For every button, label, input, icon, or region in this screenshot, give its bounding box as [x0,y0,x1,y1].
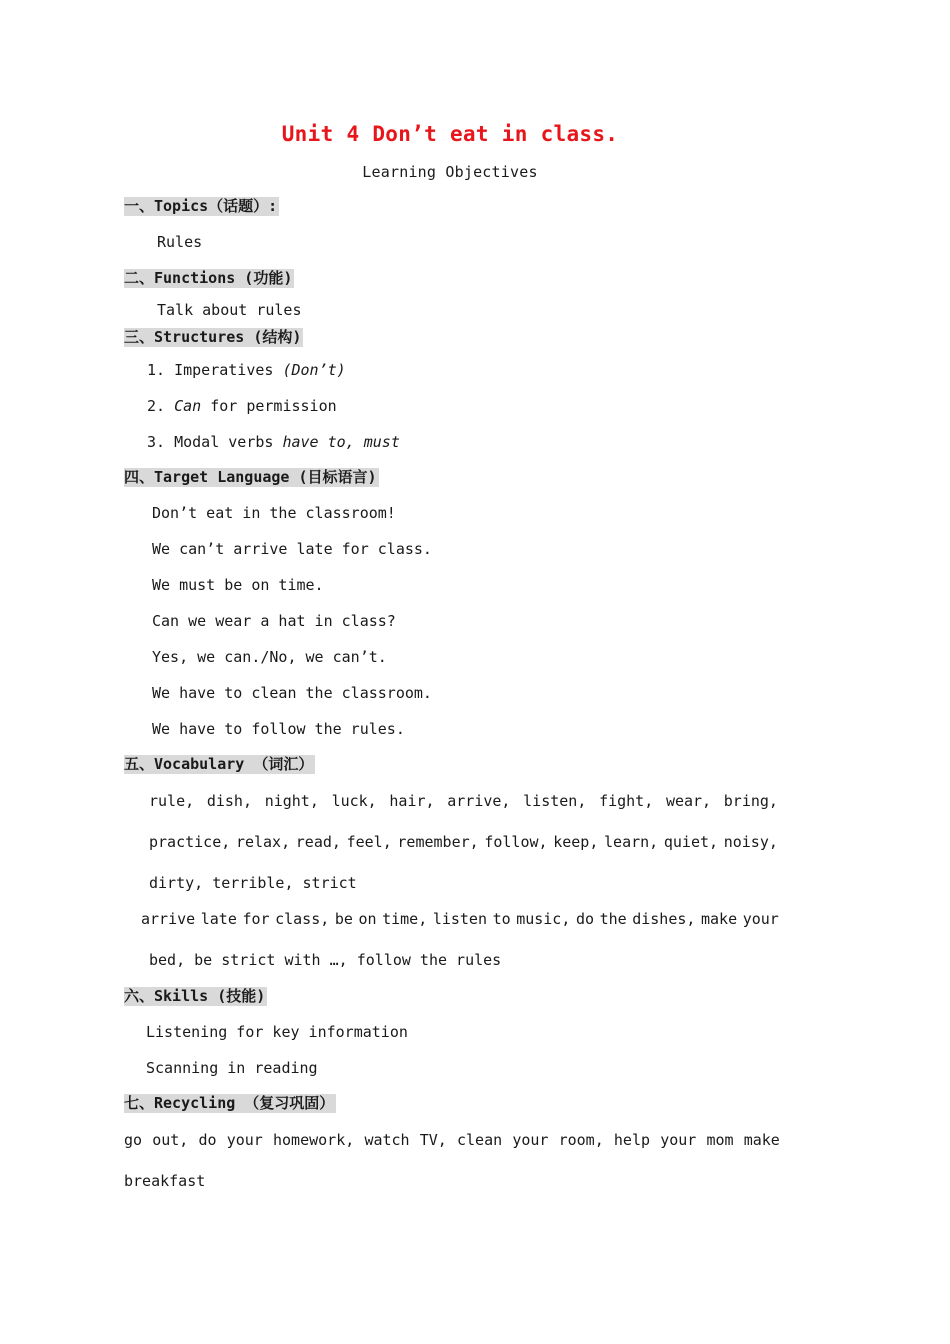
vocab-word: music, [516,910,571,928]
section-heading-structures: 三、Structures (结构) [124,328,302,346]
target-language-sentence: Don’t eat in the classroom! [152,504,396,522]
vocab-word: to [492,910,511,928]
recycling-word: help [613,1131,651,1149]
recycling-word: watch [364,1131,410,1149]
vocab-word: learn, [604,833,659,851]
structure-emphasis: have to, must [282,433,400,451]
vocab-word: feel, [346,833,392,851]
vocab-word: on [358,910,377,928]
vocab-word: be [334,910,353,928]
recycling-word: make [743,1131,780,1149]
target-language-sentence: We have to clean the classroom. [152,684,432,702]
vocab-word: listen, [523,792,587,810]
document-title: Unit 4 Don’t eat in class. [281,122,619,146]
topics-item: Rules [157,233,203,251]
recycling-row-1 [124,1131,780,1150]
vocabulary-row-3: dirty, terrible, strict [149,874,357,892]
section-heading-recycling: 七、Recycling （复习巩固） [124,1094,335,1112]
recycling-row-2: breakfast [124,1172,206,1190]
vocab-word: relax, [235,833,291,851]
section-heading-functions: 二、Functions (功能) [124,269,293,287]
list-number: 2. [147,397,166,415]
vocab-word: time, [382,910,428,928]
section-heading-topics: 一、Topics（话题）: [124,197,278,215]
vocab-word: dishes, [632,910,696,928]
target-language-sentence: Can we wear a hat in class? [152,612,396,630]
vocab-word: the [599,910,627,928]
recycling-word: room, [558,1131,604,1149]
structure-text: Modal verbs [174,433,283,451]
skills-item: Listening for key information [146,1023,408,1041]
structures-item [147,397,337,416]
document-subtitle: Learning Objectives [362,163,538,181]
vocab-word: remember, [397,833,479,851]
structure-text-after: for permission [201,397,337,415]
recycling-word: TV, [419,1131,447,1149]
list-number: 3. [147,433,166,451]
vocabulary-row-1 [149,792,778,811]
recycling-word: your [226,1131,263,1149]
target-language-sentence: We have to follow the rules. [152,720,405,738]
target-language-sentence: Yes, we can./No, we can’t. [152,648,387,666]
section-heading-skills: 六、Skills (技能) [124,987,266,1005]
vocabulary-row-2 [149,833,778,852]
structures-item [147,433,400,452]
vocab-word: rule, [149,792,195,810]
vocab-word: late [200,910,237,928]
functions-item: Talk about rules [157,301,302,319]
vocab-word: class, [275,910,330,928]
vocab-word: keep, [553,833,599,851]
target-language-sentence: We can’t arrive late for class. [152,540,432,558]
structure-emphasis: (Don’t) [282,361,346,379]
recycling-word: out, [152,1131,189,1149]
vocab-word: practice, [149,833,231,851]
vocabulary-row-4 [141,910,779,929]
vocab-word: do [575,910,594,928]
vocab-word: noisy, [723,833,778,851]
section-heading-vocabulary: 五、Vocabulary （词汇） [124,755,314,773]
vocabulary-row-5: bed, be strict with …, follow the rules [149,951,502,969]
recycling-word: your [660,1131,697,1149]
structure-emphasis: Can [174,397,202,415]
vocab-word: read, [295,833,341,851]
list-number: 1. [147,361,166,379]
vocab-word: quiet, [663,833,719,851]
vocab-word: fight, [599,792,654,810]
recycling-word: go [124,1131,143,1149]
recycling-word: your [512,1131,549,1149]
target-language-sentence: We must be on time. [152,576,324,594]
vocab-word: for [242,910,270,928]
vocab-word: night, [264,792,319,810]
vocab-word: wear, [665,792,712,810]
vocab-word: arrive, [447,792,511,810]
vocab-word: hair, [389,792,435,810]
structures-item [147,361,346,380]
structure-text: Imperatives [174,361,283,379]
vocab-word: bring, [723,792,778,810]
recycling-word: mom [706,1131,734,1149]
vocab-word: dish, [206,792,252,810]
recycling-word: clean [457,1131,503,1149]
skills-item: Scanning in reading [146,1059,318,1077]
vocab-word: your [742,910,779,928]
vocab-word: listen [432,910,487,928]
vocab-word: make [701,910,738,928]
vocab-word: arrive [141,910,196,928]
recycling-word: homework, [273,1131,355,1149]
section-heading-target-language: 四、Target Language (目标语言) [124,468,377,486]
vocab-word: luck, [331,792,377,810]
recycling-word: do [198,1131,217,1149]
vocab-word: follow, [484,833,548,851]
